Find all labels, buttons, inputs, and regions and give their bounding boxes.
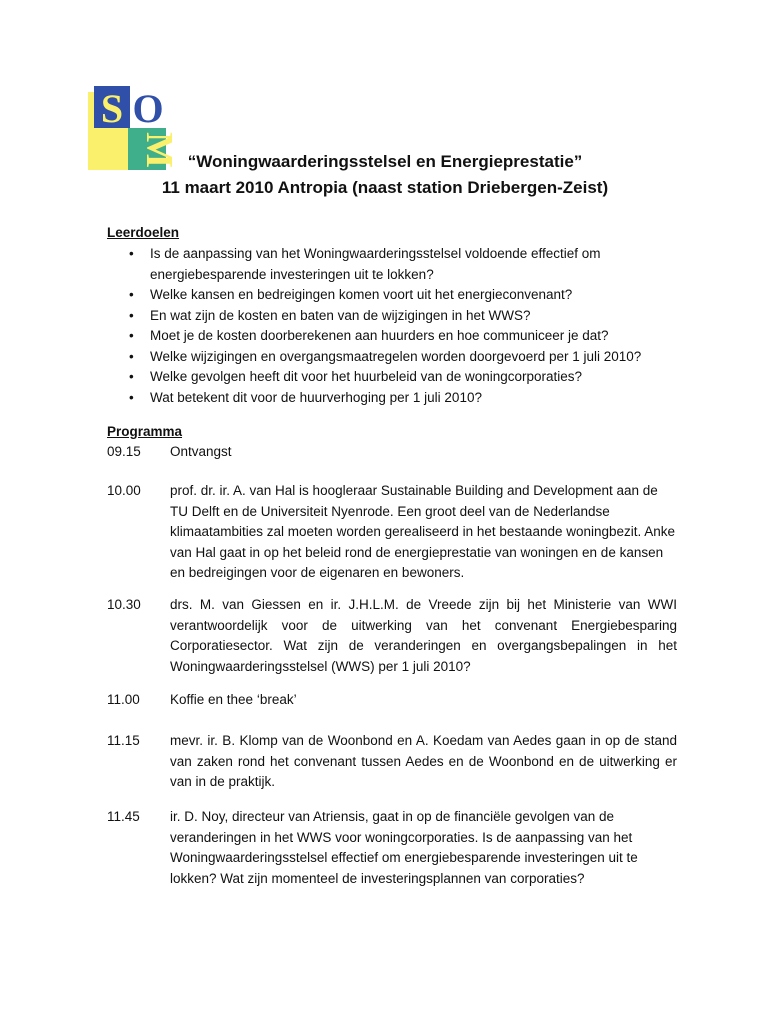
program-row (107, 807, 677, 889)
bullet-icon: • (129, 369, 134, 384)
document-subtitle: 11 maart 2010 Antropia (naast station Driebergen-Zeist) (161, 178, 609, 197)
program-text: prof. dr. ir. A. van Hal is hoogleraar Sustainable Building and Development aan de TU Delft en de Universiteit Nyenrode. Een groot deel van de Nederlandse klimaatambities zal moeten worden gerealiseerd in het bestaande woningbezit. Anke van Hal gaat in op het beleid rond de energieprestatie van woningen en de kansen en bedreigingen voor de eigenaren en bewoners. (170, 483, 676, 580)
list-item: • Is de aanpassing van het Woningwaarderingsstelsel voldoende effectief om energiebesparende investeringen uit te lokken? (129, 246, 601, 282)
list-item: • Welke gevolgen heeft dit voor het huurbeleid van de woningcorporaties? (107, 367, 667, 388)
program-time: 11.45 (107, 809, 140, 824)
logo-letter-o: O (132, 86, 164, 131)
logo-letter-m: M (138, 132, 180, 168)
program-text: ir. D. Noy, directeur van Atriensis, gaat in op de financiële gevolgen van de veranderingen in het WWS voor woningcorporaties. Is de aanpassing van het Woningwaarderingsstelsel effectief om energiebesparende investeringen uit te lokken? Wat zijn momenteel de investeringsplannen van corporaties? (170, 809, 638, 886)
program-row (107, 481, 677, 584)
bullet-icon: • (129, 307, 134, 323)
program-time: 11.00 (107, 692, 140, 707)
program-time: 10.00 (107, 483, 141, 498)
bullet-icon: • (129, 328, 134, 343)
list-item: • Welke wijzigingen en overgangsmaatregelen worden doorgevoerd per 1 juli 2010? (107, 347, 667, 368)
program-row (107, 731, 677, 793)
bullet-icon: • (129, 389, 134, 405)
document-title: “Woningwaarderingsstelsel en Energieprestatie” (187, 152, 583, 171)
program-row (107, 690, 677, 711)
bullet-icon: • (129, 287, 134, 302)
program-row (107, 442, 677, 463)
program-text: Koffie en thee ‘break’ (170, 692, 297, 707)
list-item: • En wat zijn de kosten en baten van de wijzigingen in het WWS? (107, 306, 667, 327)
list-item: • Moet je de kosten doorberekenen aan huurders en hoe communiceer je dat? (107, 326, 667, 347)
goals-list (107, 244, 667, 408)
logo-letter-s: S (100, 86, 124, 131)
bullet-icon: • (129, 348, 134, 364)
program-time: 11.15 (107, 733, 140, 748)
list-item: • Welke kansen en bedreigingen komen voort uit het energieconvenant? (107, 285, 667, 306)
list-item: • Wat betekent dit voor de huurverhoging per 1 juli 2010? (107, 388, 667, 409)
program-text: drs. M. van Giessen en ir. J.H.L.M. de Vreede zijn bij het Ministerie van WWI verantwoordelijk voor de uitwerking van het convenant Energiebesparing Corporatiesector. Wat zijn de veranderingen en overgangsbepalingen in het Woningwaarderingsstelsel (WWS) per 1 juli 2010? (170, 597, 677, 674)
program-time: 10.30 (107, 597, 141, 612)
goals-heading: Leerdoelen (107, 225, 180, 240)
program-time: 09.15 (107, 444, 141, 459)
program-text: Ontvangst (170, 444, 232, 459)
program-text: mevr. ir. B. Klomp van de Woonbond en A. Koedam van Aedes gaan in op de stand van zaken rond het convenant tussen Aedes en de Woonbond en de uitwerking er van in de praktijk. (170, 733, 677, 789)
bullet-icon: • (129, 246, 134, 261)
program-heading: Programma (107, 424, 183, 439)
program-row (107, 595, 677, 677)
